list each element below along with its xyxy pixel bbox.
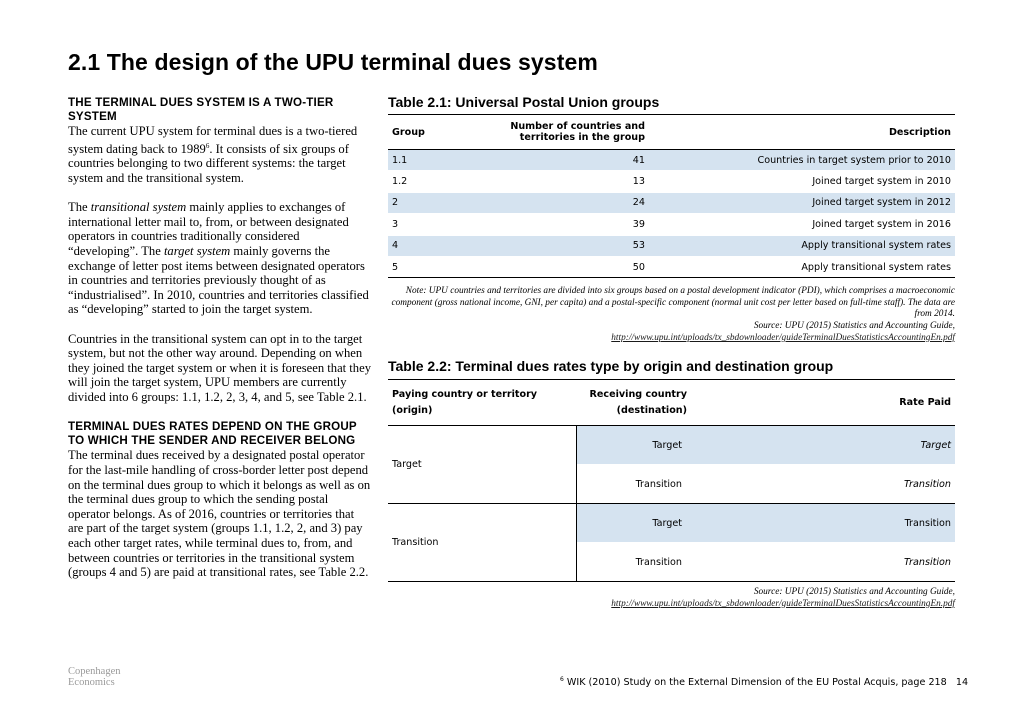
table2-header-origin: Paying country or territory (origin) <box>388 380 576 426</box>
count-cell: 53 <box>486 235 649 256</box>
table-row <box>388 150 955 171</box>
table-row <box>388 171 955 192</box>
table1-caption: Table 2.1: Universal Postal Union groups <box>388 94 660 110</box>
terminal-dues-rates-table <box>388 379 955 582</box>
dest-cell: Transition <box>576 543 877 582</box>
table2-source-link[interactable]: http://www.upu.int/uploads/tx_sbdownloader/guideTerminalDuesStatisticsAccountingEn.pdf <box>611 598 955 609</box>
dest-cell: Target <box>576 504 877 543</box>
table2-header-destination: Receiving country (destination) <box>576 380 877 426</box>
left-column <box>68 96 372 580</box>
company-logo: Copenhagen Economics <box>68 666 121 688</box>
group-cell: 1.1 <box>388 150 486 171</box>
count-cell: 41 <box>486 150 649 171</box>
description-cell: Joined target system in 2016 <box>649 214 955 235</box>
group-cell: 2 <box>388 192 486 213</box>
table-row <box>388 504 955 543</box>
dest-cell: Target <box>576 426 877 465</box>
table-row <box>388 256 955 277</box>
table1-header-count: Number of countries and territories in the group <box>486 115 649 150</box>
table1-header-description: Description <box>649 115 955 150</box>
table-row <box>388 426 955 465</box>
rate-cell: Target <box>877 426 955 465</box>
rate-cell: Transition <box>877 543 955 582</box>
section-heading-rates: TERMINAL DUES RATES DEPEND ON THE GROUP TO WHICH THE SENDER AND RECEIVER BELONG <box>68 420 357 448</box>
table1-header-group: Group <box>388 115 486 150</box>
table1-note: Note: UPU countries and territories are divided into six groups based on a postal development indicator (PDI), which comprises a macroeconomic component (gross national income, GNI, per capita) and a postal-specific component (normal unit cost per letter based on full-time staff). The data are from 2014. Source: UPU (2015) Statistics and Accounting Guide, http://www.upu.int/uploads/tx_sbdownloader/guideTerminalDuesStatisticsAccountingEn.pdf <box>391 286 955 343</box>
group-cell: 5 <box>388 256 486 277</box>
table-row <box>388 235 955 256</box>
footnote: $^6$ WIK (2010) Study on the External Dimension of the EU Postal Acquis, page 218 14 <box>560 676 969 689</box>
description-cell: Countries in target system prior to 2010 <box>649 150 955 171</box>
table2-source: Source: UPU (2015) Statistics and Accounting Guide, http://www.upu.int/uploads/tx_sbdownloader/guideTerminalDuesStatisticsAccountingEn.pdf <box>611 587 955 609</box>
group-cell: 1.2 <box>388 171 486 192</box>
paragraph-rates: The terminal dues received by a designated postal operator for the last-mile handling of cross-border letter post depend on the terminal dues group to which it belongs as well as on the terminal dues group to which the sending postal operator belongs. As of 2016, countries or territories that are part of the target system (groups 1.1, 1.2, 2, and 3) pay each other target rates, while terminal dues to, from, and between countries or territories in the transitional system (groups 4 and 5) are paid at transitional rates, see Table 2.2. <box>68 448 371 580</box>
table2-caption: Table 2.2: Terminal dues rates type by origin and destination group <box>388 358 834 374</box>
count-cell: 50 <box>486 256 649 277</box>
table2-header-rate: Rate Paid <box>877 380 955 426</box>
paragraph-systems: The transitional system mainly applies to exchanges of international letter mail to, from, or between designated operators in countries traditionally considered “developing”. The target system mainly governs the exchange of letter post items between designated operators in countries and territories previously thought of as “industrialised”. In 2010, countries and territories classified as “developing” started to join the target system. <box>68 200 369 317</box>
paragraph-groups: Countries in the transitional system can opt in to the target system, but not the other way around. Depending on when they joined the target system or when it is foreseen that they will join the target system, UPU members are currently divided into 6 groups: 1.1, 1.2, 2, 3, 4, and 5, see Table 2.1. <box>68 331 371 404</box>
dest-cell: Transition <box>576 465 877 504</box>
group-cell: 3 <box>388 214 486 235</box>
count-cell: 39 <box>486 214 649 235</box>
origin-target: Target <box>388 426 576 504</box>
section-heading-two-tier: THE TERMINAL DUES SYSTEM IS A TWO-TIER SYSTEM <box>68 96 334 123</box>
upu-groups-table <box>388 114 955 278</box>
description-cell: Apply transitional system rates <box>649 235 955 256</box>
description-cell: Joined target system in 2010 <box>649 171 955 192</box>
table1-source-link[interactable]: http://www.upu.int/uploads/tx_sbdownloader/guideTerminalDuesStatisticsAccountingEn.pdf <box>611 332 955 343</box>
table-row <box>388 192 955 213</box>
table-row <box>388 214 955 235</box>
rate-cell: Transition <box>877 504 955 543</box>
page-number: 14 <box>955 677 969 689</box>
description-cell: Apply transitional system rates <box>649 256 955 277</box>
origin-transition: Transition <box>388 504 576 582</box>
count-cell: 24 <box>486 192 649 213</box>
footnote-ref[interactable]: 6 <box>205 141 210 150</box>
count-cell: 13 <box>486 171 649 192</box>
description-cell: Joined target system in 2012 <box>649 192 955 213</box>
rate-cell: Transition <box>877 465 955 504</box>
paragraph-two-tier: The current UPU system for terminal dues is a two-tiered system dating back to 1989$^6$. It consists of six groups of countries belonging to two different systems: the target system and the transitional system. <box>68 124 358 185</box>
group-cell: 4 <box>388 235 486 256</box>
page-title: 2.1 The design of the UPU terminal dues system <box>68 49 598 75</box>
